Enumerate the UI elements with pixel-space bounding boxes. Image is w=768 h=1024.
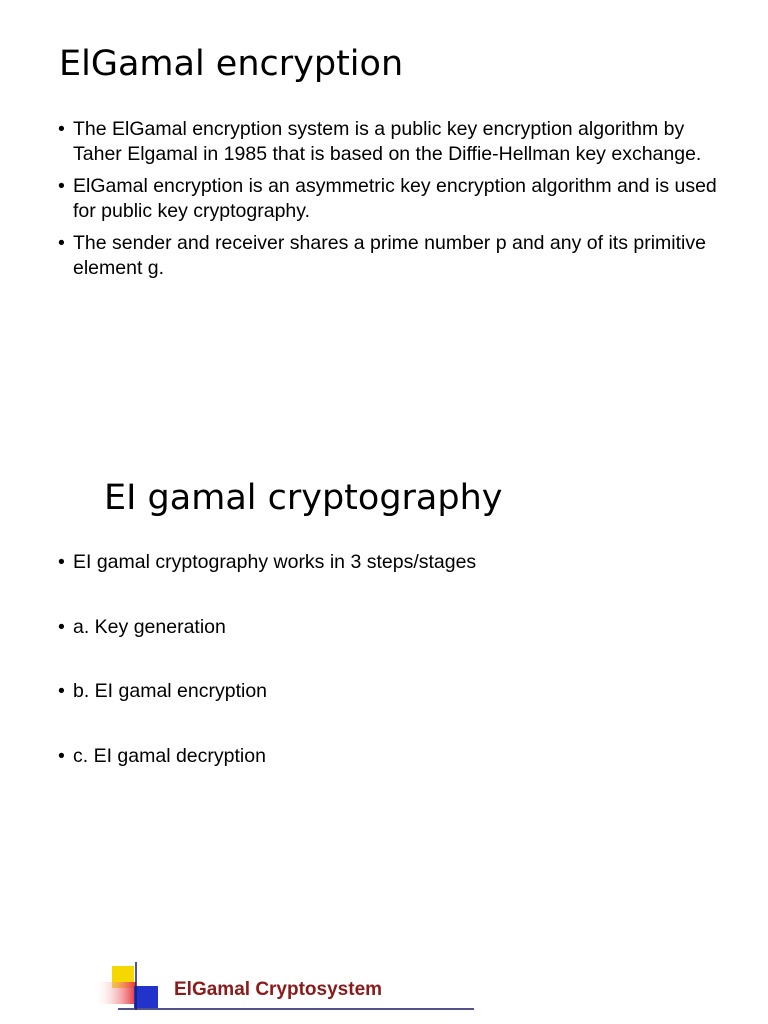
logo-red-bar bbox=[94, 982, 136, 1004]
list-item bbox=[58, 231, 718, 280]
bullet-icon: • bbox=[58, 551, 65, 573]
bullet-icon: • bbox=[58, 680, 65, 702]
bullet-text: EI gamal cryptography works in 3 steps/stages bbox=[73, 551, 477, 573]
bullet-icon: • bbox=[58, 615, 65, 638]
bullet-text: The ElGamal encryption system is a public key encryption algorithm by Taher Elgamal in 1985 that is based on the Diffie-Hellman key exchange. bbox=[73, 118, 702, 165]
logo-text: ElGamal Cryptosystem bbox=[174, 979, 383, 1000]
bullet-text: a. Key generation bbox=[73, 615, 226, 638]
slide-title-elgamal-cryptography: EI gamal cryptography bbox=[104, 478, 503, 518]
bullet-text: The sender and receiver shares a prime number p and any of its primitive element g. bbox=[73, 232, 706, 279]
bullet-icon: • bbox=[58, 175, 65, 197]
elgamal-cryptosystem-logo bbox=[94, 962, 474, 1012]
list-item bbox=[58, 174, 718, 223]
bullet-icon: • bbox=[58, 118, 65, 140]
elgamal-cryptography-bullet-list bbox=[58, 550, 718, 808]
elgamal-encryption-bullet-list bbox=[58, 117, 718, 288]
list-item bbox=[58, 117, 718, 166]
bullet-text: b. EI gamal encryption bbox=[73, 680, 268, 702]
logo-blue-square bbox=[134, 986, 158, 1008]
list-item bbox=[58, 615, 718, 640]
bullet-text: ElGamal encryption is an asymmetric key encryption algorithm and is used for public key cryptography. bbox=[73, 175, 717, 222]
list-item bbox=[58, 744, 718, 769]
list-item bbox=[58, 679, 718, 704]
bullet-icon: • bbox=[58, 744, 65, 767]
bullet-text: c. EI gamal decryption bbox=[73, 744, 266, 767]
bullet-icon: • bbox=[58, 232, 65, 254]
slide-title-elgamal-encryption: ElGamal encryption bbox=[59, 44, 404, 84]
list-item bbox=[58, 550, 718, 575]
